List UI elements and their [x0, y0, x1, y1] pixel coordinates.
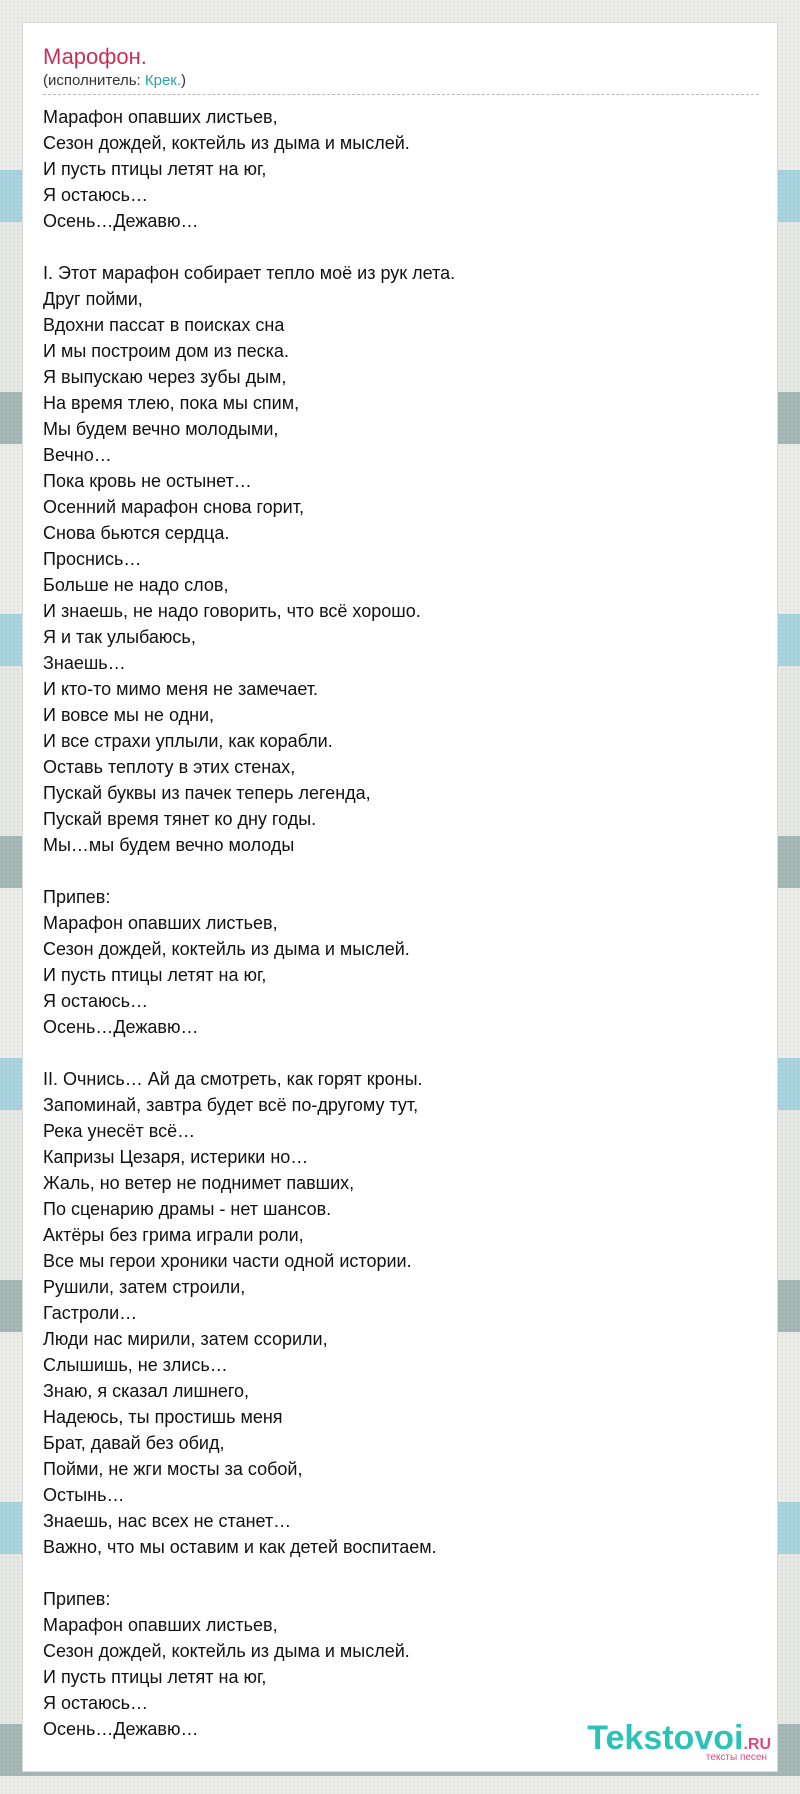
lyric-line: Больше не надо слов,: [43, 575, 229, 595]
lyric-line: Сезон дождей, коктейль из дыма и мыслей.: [43, 1641, 410, 1661]
logo-domain: .RU: [743, 1736, 771, 1753]
lyric-line: Все мы герои хроники части одной истории.: [43, 1251, 412, 1271]
lyric-line: Вдохни пассат в поисках сна: [43, 315, 285, 335]
performer-prefix: (исполнитель:: [43, 72, 145, 89]
lyric-line: Запоминай, завтра будет всё по-другому тут,: [43, 1095, 419, 1115]
site-logo[interactable]: [587, 1721, 771, 1763]
lyric-line: Гастроли…: [43, 1303, 138, 1323]
lyric-line: Капризы Цезаря, истерики но…: [43, 1147, 309, 1167]
lyric-line: Пускай время тянет ко дну годы.: [43, 809, 317, 829]
lyric-line: Слышишь, не злись…: [43, 1355, 228, 1375]
song-title: Марофон.: [43, 44, 147, 69]
performer-line: [43, 71, 759, 91]
lyric-line: Я остаюсь…: [43, 991, 148, 1011]
lyric-line: Река унесёт всё…: [43, 1121, 196, 1141]
lyric-line: Осень…Дежавю…: [43, 1017, 199, 1037]
lyric-line: Снова бьются сердца.: [43, 523, 230, 543]
lyric-line: Надеюсь, ты простишь меня: [43, 1407, 283, 1427]
lyric-line: Остынь…: [43, 1485, 125, 1505]
lyric-line: По сценарию драмы - нет шансов.: [43, 1199, 332, 1219]
lyrics-card: [22, 22, 778, 1772]
performer-link[interactable]: Крек.: [144, 72, 182, 89]
lyric-line: Знаешь, нас всех не станет…: [43, 1511, 292, 1531]
lyric-blank-line: [43, 858, 759, 884]
lyric-line: Пойми, не жги мосты за собой,: [43, 1459, 303, 1479]
lyric-line: Проснись…: [43, 549, 142, 569]
lyric-line: И кто-то мимо меня не замечает.: [43, 679, 319, 699]
lyric-line: Вечно…: [43, 445, 112, 465]
lyric-line: Мы…мы будем вечно молоды: [43, 835, 295, 855]
lyric-line: Друг пойми,: [43, 289, 143, 309]
lyric-blank-line: [43, 1560, 759, 1586]
lyric-line: Пускай буквы из пачек теперь легенда,: [43, 783, 371, 803]
lyric-line: Марафон опавших листьев,: [43, 1615, 278, 1635]
lyric-line: Припев:: [43, 1589, 111, 1609]
lyric-line: Осенний марафон снова горит,: [43, 497, 304, 517]
lyric-blank-line: [43, 234, 759, 260]
lyric-line: Марафон опавших листьев,: [43, 913, 278, 933]
lyric-line: II. Очнись… Ай да смотреть, как горят кроны.: [43, 1069, 423, 1089]
lyric-line: Марафон опавших листьев,: [43, 107, 278, 127]
lyric-line: Рушили, затем строили,: [43, 1277, 246, 1297]
lyric-line: Жаль, но ветер не поднимет павших,: [43, 1173, 355, 1193]
lyric-line: I. Этот марафон собирает тепло моё из рук лета.: [43, 263, 456, 283]
logo-wordmark: Tekstovoi: [587, 1719, 744, 1757]
lyric-line: И пусть птицы летят на юг,: [43, 965, 267, 985]
lyric-line: И мы построим дом из песка.: [43, 341, 289, 361]
lyric-line: Люди нас мирили, затем ссорили,: [43, 1329, 328, 1349]
lyrics-text: [43, 104, 759, 1742]
lyric-line: Знаешь…: [43, 653, 126, 673]
logo-tagline: тексты песен: [705, 1752, 767, 1763]
lyric-line: Знаю, я сказал лишнего,: [43, 1381, 250, 1401]
lyric-line: Мы будем вечно молодыми,: [43, 419, 279, 439]
performer-suffix: ): [181, 72, 187, 89]
lyric-blank-line: [43, 1040, 759, 1066]
lyric-line: Сезон дождей, коктейль из дыма и мыслей.: [43, 133, 410, 153]
lyric-line: Брат, давай без обид,: [43, 1433, 225, 1453]
lyric-line: И вовсе мы не одни,: [43, 705, 215, 725]
lyric-line: Припев:: [43, 887, 111, 907]
lyric-line: И знаешь, не надо говорить, что всё хорошо.: [43, 601, 421, 621]
lyric-line: Я остаюсь…: [43, 1693, 148, 1713]
lyric-line: На время тлею, пока мы спим,: [43, 393, 300, 413]
lyric-line: Осень…Дежавю…: [43, 1719, 199, 1739]
lyric-line: Оставь теплоту в этих стенах,: [43, 757, 296, 777]
lyric-line: И все страхи уплыли, как корабли.: [43, 731, 333, 751]
lyric-line: Я выпускаю через зубы дым,: [43, 367, 287, 387]
lyric-line: Актёры без грима играли роли,: [43, 1225, 304, 1245]
lyric-line: Сезон дождей, коктейль из дыма и мыслей.: [43, 939, 410, 959]
lyric-line: Я и так улыбаюсь,: [43, 627, 196, 647]
song-header: [43, 43, 759, 95]
lyric-line: Осень…Дежавю…: [43, 211, 199, 231]
lyric-line: Я остаюсь…: [43, 185, 148, 205]
lyric-line: И пусть птицы летят на юг,: [43, 1667, 267, 1687]
lyric-line: И пусть птицы летят на юг,: [43, 159, 267, 179]
lyric-line: Важно, что мы оставим и как детей воспитаем.: [43, 1537, 437, 1557]
lyric-line: Пока кровь не остынет…: [43, 471, 252, 491]
